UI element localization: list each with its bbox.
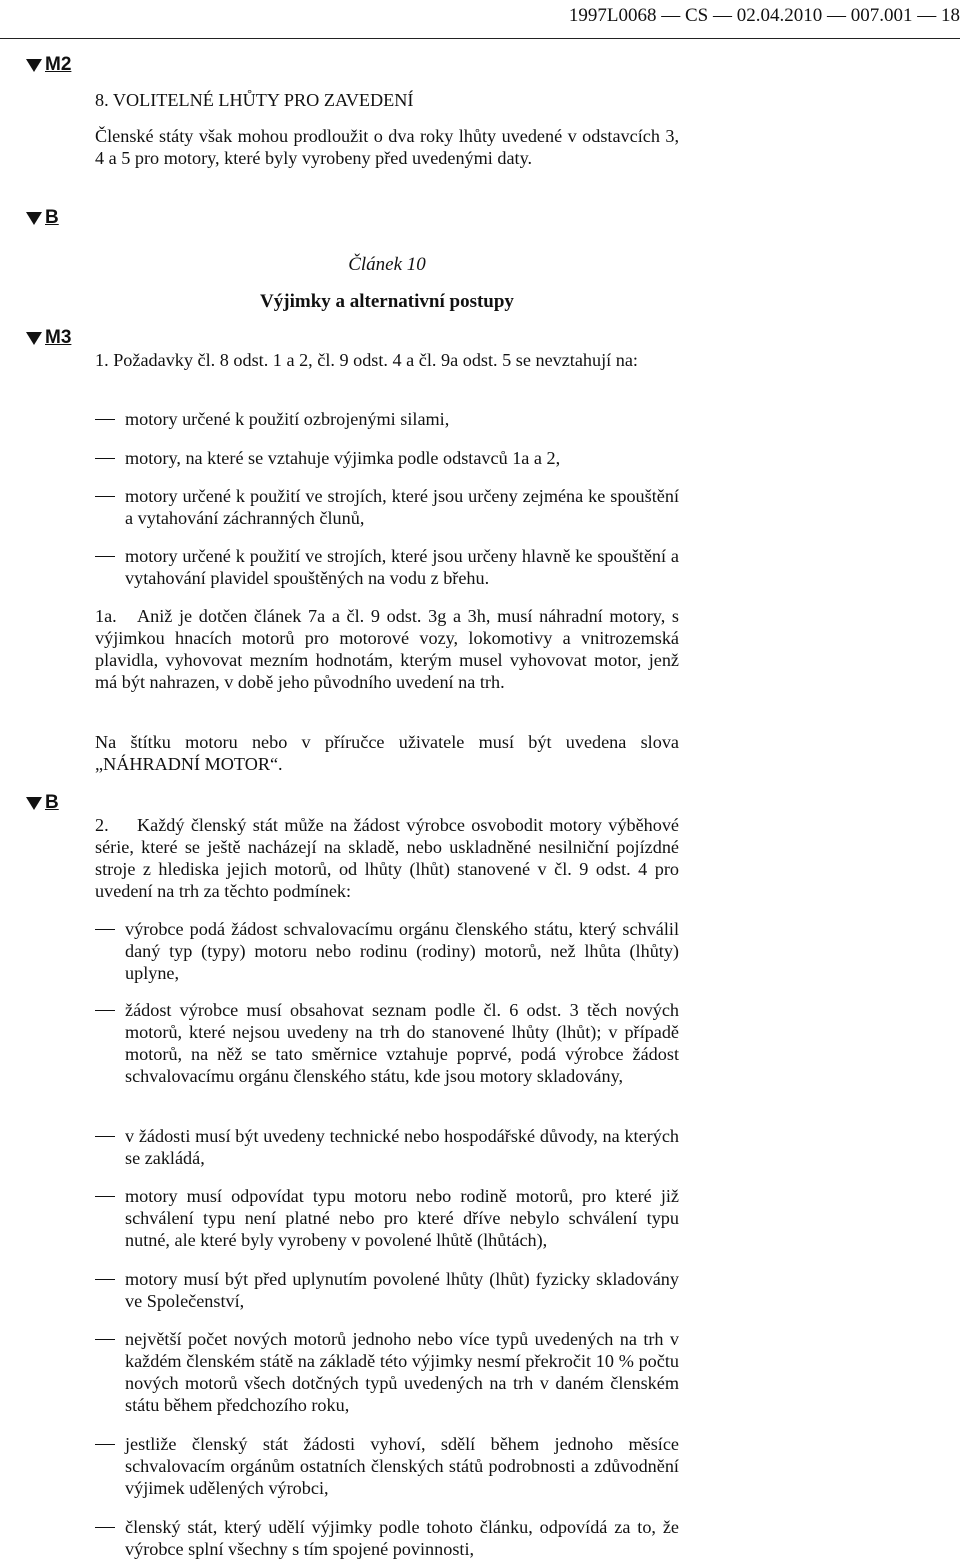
list-item-text: žádost výrobce musí obsahovat seznam podle čl. 6 odst. 3 těch nových motorů, které nejsou uvedeny na trh do stanovené lhůty (lhůt); v případě motorů, na něž se tato směrnice vztahuje poprvé, podá výrobce žádost schvalovacímu orgánu členského státu, kde jsou motory skladovány,	[125, 1000, 679, 1086]
dash-marker	[95, 419, 115, 420]
paragraph-1a-note: Na štítku motoru nebo v příručce uživatele musí být uvedena slova „NÁHRADNÍ MOTOR“.	[95, 732, 679, 774]
dash-marker	[95, 1339, 115, 1340]
paragraph-1a-text: Aniž je dotčen článek 7a a čl. 9 odst. 3g a 3h, musí náhradní motory, s výjimkou hnacích motorů pro motorové vozy, lokomotivy a vnitrozemská plavidla, vyhovovat mezním hodnotám, kterým musel vyhovovat motor, jenž má být nahrazen, v době jeho původního uvedení na trh.	[95, 606, 679, 692]
triangle-down-icon	[26, 212, 42, 225]
paragraph-2-text: Každý členský stát může na žádost výrobce osvobodit motory výběhové série, které se ještě nacházejí na skladě, nebo uskladněné nesilniční pojízdné stroje z hlediska jejich motorů, od lhůty (lhůt) stanovené v čl. 9 odst. 4 pro uvedení na trh za těchto podmínek:	[95, 815, 679, 901]
triangle-down-icon	[26, 332, 42, 345]
dash-marker	[95, 496, 115, 497]
list-item	[95, 1125, 679, 1169]
page-header	[0, 0, 960, 39]
triangle-down-icon	[26, 797, 42, 810]
marker-code: B	[45, 207, 59, 228]
dash-marker	[95, 1196, 115, 1197]
list-item	[95, 1516, 679, 1560]
article-number: Článek 10	[348, 254, 426, 275]
marker-code: M2	[45, 54, 72, 75]
list-item-text: v žádosti musí být uvedeny technické nebo hospodářské důvody, na kterých se zakládá,	[125, 1126, 679, 1168]
list-item-text: členský stát, který udělí výjimky podle tohoto článku, odpovídá za to, že výrobce splní všechny s tím spojené povinnosti,	[125, 1517, 679, 1559]
amendment-marker-b	[26, 207, 59, 229]
list-item	[95, 999, 679, 1087]
document-reference: 1997L0068 — CS — 02.04.2010 — 007.001 — 18	[568, 5, 960, 26]
paragraph-number: 1a.	[95, 606, 117, 626]
list-item	[95, 545, 679, 589]
paragraph-2	[95, 814, 679, 902]
list-item	[95, 1268, 679, 1312]
dash-marker	[95, 929, 115, 930]
list-item	[95, 1328, 679, 1416]
dash-marker	[95, 458, 115, 459]
marker-code: B	[45, 792, 59, 813]
list-item-text: motory musí odpovídat typu motoru nebo rodině motorů, pro které již schválení typu není platné nebo pro které dříve nebylo schválení typu nutné, ale které byly vyrobeny v povolené lhůtě (lhůtách),	[125, 1186, 679, 1250]
section-8-title: 8. VOLITELNÉ LHŮTY PRO ZAVEDENÍ	[95, 90, 414, 110]
paragraph-1: 1. Požadavky čl. 8 odst. 1 a 2, čl. 9 odst. 4 a čl. 9a odst. 5 se nevztahují na:	[95, 350, 638, 370]
amendment-marker-b	[26, 792, 59, 814]
list-item-text: jestliže členský stát žádosti vyhoví, sdělí během jednoho měsíce schvalovacím orgánům ostatních členských států podrobnosti a zdůvodnění výjimek udělených výrobci,	[125, 1434, 679, 1498]
list-item	[95, 408, 679, 430]
dash-marker	[95, 1444, 115, 1445]
list-item-text: motory, na které se vztahuje výjimka podle odstavců 1a a 2,	[125, 448, 561, 468]
section-8-text: Členské státy však mohou prodloužit o dva roky lhůty uvedené v odstavcích 3, 4 a 5 pro motory, které byly vyrobeny před uvedenými daty.	[95, 126, 679, 168]
list-item	[95, 485, 679, 529]
article-title: Výjimky a alternativní postupy	[260, 291, 514, 312]
dash-marker	[95, 1010, 115, 1011]
list-item	[95, 918, 679, 984]
dash-marker	[95, 1279, 115, 1280]
dash-marker	[95, 1527, 115, 1528]
amendment-marker-m2	[26, 54, 71, 76]
list-item-text: výrobce podá žádost schvalovacímu orgánu členského státu, který schválil daný typ (typy) motoru nebo rodinu (rodiny) motorů, než lhůta (lhůty) uplyne,	[125, 919, 679, 983]
paragraph-1a	[95, 605, 679, 693]
amendment-marker-m3	[26, 327, 71, 349]
list-item-text: motory určené k použití ozbrojenými silami,	[125, 409, 450, 429]
list-item	[95, 447, 679, 469]
dash-marker	[95, 556, 115, 557]
dash-marker	[95, 1136, 115, 1137]
list-item	[95, 1185, 679, 1251]
triangle-down-icon	[26, 59, 42, 72]
list-item-text: motory musí být před uplynutím povolené lhůty (lhůt) fyzicky skladovány ve Společenství,	[125, 1269, 679, 1311]
list-item-text: motory určené k použití ve strojích, které jsou určeny zejména ke spouštění a vytahování záchranných člunů,	[125, 486, 679, 528]
marker-code: M3	[45, 327, 72, 348]
list-item-text: motory určené k použití ve strojích, které jsou určeny hlavně ke spouštění a vytahování plavidel spouštěných na vodu z břehu.	[125, 546, 679, 588]
paragraph-number: 2.	[95, 815, 109, 835]
list-item-text: největší počet nových motorů jednoho nebo více typů uvedených na trh v každém členském státě na základě této výjimky nesmí překročit 10 % počtu nových motorů všech dotčných typů uvedených na trh v daném členském státu během předchozího roku,	[125, 1329, 679, 1415]
list-item	[95, 1433, 679, 1499]
